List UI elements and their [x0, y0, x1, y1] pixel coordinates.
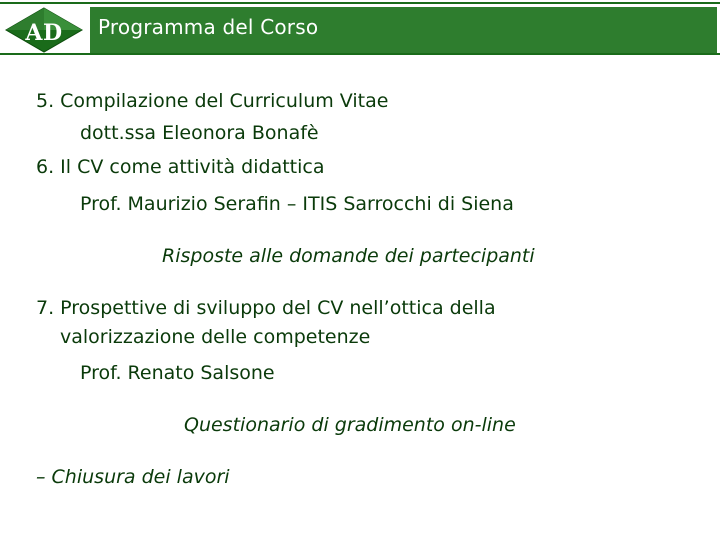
- logo-text: AD: [25, 20, 63, 46]
- survey-note: Questionario di gradimento on-line: [184, 414, 516, 436]
- agenda-item-5-title: 5. Compilazione del Curriculum Vitae: [36, 90, 389, 112]
- page-title: Programma del Corso: [98, 15, 319, 39]
- agenda-item-5-speaker: dott.ssa Eleonora Bonafè: [80, 122, 319, 144]
- agenda-item-7-speaker: Prof. Renato Salsone: [80, 362, 275, 384]
- agenda-item-7-title-line-2: valorizzazione delle competenze: [60, 326, 371, 348]
- closing-line: – Chiusura dei lavori: [36, 466, 230, 488]
- agenda-item-6-speaker: Prof. Maurizio Serafin – ITIS Sarrocchi di Siena: [80, 193, 514, 215]
- agenda-item-7-title-line-1: 7. Prospettive di sviluppo del CV nell’ottica della: [36, 297, 496, 319]
- qa-note: Risposte alle domande dei partecipanti: [162, 245, 535, 267]
- agenda-item-6-title: 6. Il CV come attività didattica: [36, 156, 325, 178]
